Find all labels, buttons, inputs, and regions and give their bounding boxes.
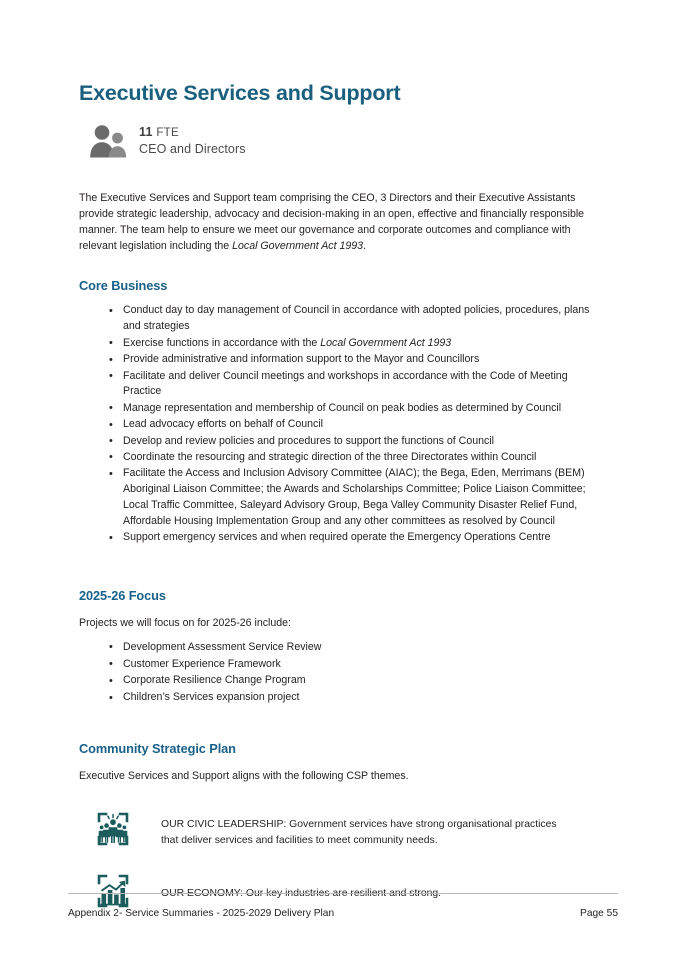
list-item: [79, 673, 595, 689]
list-item: [79, 530, 595, 546]
list-item-text: Support emergency services and when required operate the Emergency Operations Centre: [123, 531, 551, 544]
footer-document-reference: Appendix 2- Service Summaries - 2025-2029 Delivery Plan: [68, 908, 335, 919]
focus-lead-text: Projects we will focus on for 2025-26 include:: [79, 616, 291, 629]
intro-text-b: .: [363, 240, 367, 253]
list-item: [79, 466, 595, 530]
list-item: [79, 434, 595, 450]
civic-leadership-people-icon: [88, 804, 138, 854]
list-item-text: Provide administrative and information support to the Mayor and Councillors: [123, 353, 480, 366]
section-heading-focus: 2025-26 Focus: [79, 587, 166, 603]
core-business-list: [79, 293, 595, 546]
list-item-text: Develop and review policies and procedures to support the functions of Council: [123, 434, 494, 447]
intro-text-a: The Executive Services and Support team comprising the CEO, 3 Directors and their Executive Assistants provide strategic leadership, advocacy and decision-making in an open, effective and financially responsible manner. The team help to ensure we meet our governance and corporate outcomes and compliance with relevant legislation including the: [79, 191, 585, 253]
page-title: Executive Services and Support: [79, 81, 401, 105]
footer-page-number: Page 55: [580, 908, 618, 919]
list-item: [79, 303, 595, 335]
list-item-text: Conduct day to day management of Council in accordance with adopted policies, procedures, plans and strategies: [123, 304, 590, 333]
csp-lead-text: Executive Services and Support aligns with the following CSP themes.: [79, 770, 409, 783]
list-item-text: Corporate Resilience Change Program: [123, 674, 306, 687]
list-item-text: Coordinate the resourcing and strategic direction of the three Directorates within Council: [123, 450, 537, 463]
list-item: [79, 690, 595, 706]
list-item: [79, 369, 595, 401]
page-footer: [68, 893, 618, 919]
fte-count: 11: [139, 124, 153, 139]
list-item: [79, 657, 595, 673]
focus-list: [79, 632, 595, 707]
footer-content: [68, 908, 618, 919]
list-item-text: Lead advocacy efforts on behalf of Council: [123, 418, 324, 431]
list-item-text: Facilitate and deliver Council meetings and workshops in accordance with the Code of Meeting Practice: [123, 369, 568, 398]
fte-text: [139, 124, 246, 158]
list-item: [79, 417, 595, 433]
fte-count-line: [139, 124, 246, 141]
csp-theme-row: [79, 804, 595, 854]
list-item-text: Development Assessment Service Review: [123, 640, 322, 653]
list-item: [79, 401, 595, 417]
intro-legislation: Local Government Act 1993: [232, 240, 364, 253]
two-people-icon: [88, 123, 128, 159]
list-item: [79, 640, 595, 656]
fte-unit: FTE: [156, 126, 179, 139]
list-item-text: Exercise functions in accordance with the: [123, 336, 321, 349]
footer-divider: [68, 893, 618, 894]
list-item-text: Facilitate the Access and Inclusion Advisory Committee (AIAC); the Bega, Eden, Merrimans (BEM) Aboriginal Liaison Committee; the Awards and Scholarships Committee; Police Liaison Committee; Local Traffic Committee, Saleyard Advisory Group, Bega Valley Community Disaster Relief Fund, Affordable Housing Implementation Group and any other committees as resolved by Council: [123, 467, 586, 528]
section-heading-csp: Community Strategic Plan: [79, 741, 236, 757]
list-item-italic: Local Government Act 1993: [320, 336, 452, 349]
intro-paragraph: [79, 159, 595, 255]
fte-summary: [88, 123, 595, 159]
list-item-text: Manage representation and membership of Council on peak bodies as determined by Council: [123, 401, 562, 414]
section-heading-core-business: Core Business: [79, 278, 168, 294]
list-item: [79, 450, 595, 466]
list-item: [79, 352, 595, 368]
fte-role: CEO and Directors: [139, 141, 246, 156]
list-item: [79, 336, 595, 352]
csp-theme-text: OUR ECONOMY: Our key industries are resilient and strong.: [161, 888, 442, 900]
page-content: [79, 0, 595, 928]
csp-theme-text: OUR CIVIC LEADERSHIP: Government services have strong organisational practices that deliver services and facilities to meet community needs.: [161, 819, 557, 846]
list-item-text: Customer Experience Framework: [123, 657, 281, 670]
list-item-text: Children’s Services expansion project: [123, 691, 300, 704]
